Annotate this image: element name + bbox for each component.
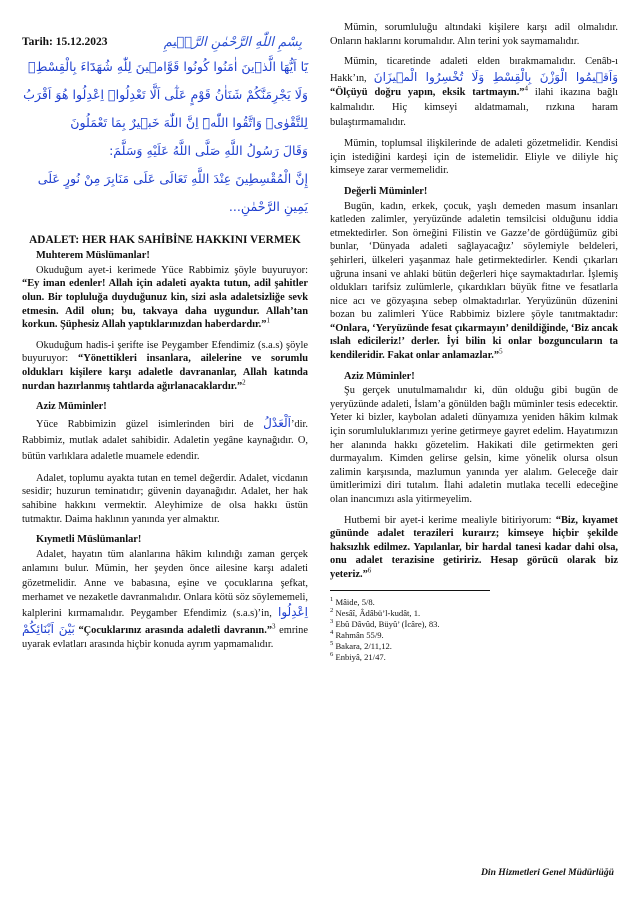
p5-quote: “Çocuklarınız arasında adaletli davranın.”: [78, 624, 273, 636]
basmala-calligraphy: بِسْمِ اللّٰهِ الرَّحْمٰنِ الرَّح۪يمِ: [163, 34, 302, 50]
footnote-ref-6: 6: [367, 566, 372, 575]
heading-3: Kıymetli Müslümanlar!: [36, 534, 142, 546]
r4-text: Bugün, kadın, erkek, çocuk, yaşlı demeden masum insanları katleden zalimler, yeryüzünde adaletin temsilcisi olduğunu iddia etmektedirler. Son örneğini Filistin ve Gazze’de gördüğümüz gibi bunlar, ‘Dünyada adaleti sağlayacağız’ söylemiyle beldeleri, şehirleri, ülkeleri yaşanmaz hale getirmektedirler. Kendi çıkarları uğruna insani ve ahlaki bütün değerleri hiçe saymaktadırlar. İşlemiş oldukları tarifsiz zulümlerle, çıkardıkları büyük fitne ve fesatlarla nice acı ve gözyaşına sebep olmaktadırlar. Yeryüzünün düzenini bozan bu zalimleri Yüce Rabbimiz bizlere şöyle tanıtmaktadır:: [330, 200, 618, 321]
p2-quote: “Yönettikleri insanlara, ailelerine ve sorumlu oldukları kişilere karşı adaletle davrananlar, Allah katında nurdan hazırlanmış tahtlarda ağırlanacaklardır.”: [22, 353, 309, 392]
footnote-ref-1: 1: [266, 316, 270, 325]
paragraph-r2: [330, 55, 618, 130]
r2-arabic: وَاَق۪يمُوا الْوَزْنَ بِالْقِسْطِ وَلَا تُخْسِرُوا الْم۪يزَانَ: [373, 69, 618, 84]
paragraph-2: [22, 339, 308, 393]
footnote: $^6$ Enbiyâ, 21/47.: [330, 650, 386, 662]
footnote-ref-2: 2: [242, 378, 246, 387]
footnote: $^2$ Nesâî, Âdâbü’l-kudât, 1.: [330, 606, 421, 618]
sermon-title: ADALET: HER HAK SAHİBİNE HAKKINI VERMEK: [29, 234, 301, 247]
footnote-divider: [330, 590, 490, 591]
footnote: $^4$ Rahmân 55/9.: [330, 628, 384, 640]
paragraph-r3: Mümin, toplumsal ilişkilerinde de adaleti gözetmelidir. Kendisi için istediğini kardeşi için de istemelidir. Eliyle ve diliyle hiç kimseye zarar vermemelidir.: [330, 138, 618, 177]
heading-1: Muhterem Müslümanlar!: [36, 250, 150, 262]
arabic-hadith: إِنَّ الْمُقْسِطِينَ عِنْدَ اللَّهِ تَعَالَى عَلَى مَنَابِرَ مِنْ نُورٍ عَلَى يَمِينِ الرَّحْمٰنِ...: [37, 171, 308, 215]
signature: Din Hizmetleri Genel Müdürlüğü: [480, 867, 614, 878]
footnote-ref-4: 4: [524, 84, 529, 93]
paragraph-4: Adalet, toplumu ayakta tutan en temel değerdir. Adalet, vicdanın sesidir; huzurun teminatıdır; güvenin dayanağıdır. Adalet, her hak sahibine hakkını vermektir. Aleyhimize de olsa hakkı üstün tutmaktır. Daima haklının yanında yer almaktır.: [22, 472, 308, 525]
footnote-ref-3: 3: [272, 622, 276, 631]
p3-text-2: ’dir. Rabbimiz, mutlak adalet sahibidir. Adaletin yegâne kaynağıdır. O, bütün varlıklara adaletle muamele edendir.: [22, 418, 308, 462]
footnote-ref-5: 5: [499, 347, 503, 356]
left-column: [22, 0, 308, 660]
paragraph-3: [22, 415, 308, 465]
date: Tarih: 15.12.2023: [22, 36, 108, 48]
r4-quote: “Onlara, ‘Yeryüzünde fesat çıkarmayın’ denildiğinde, ‘Biz ancak ıslah edicileriz!’ derler. İyi bilin ki onlar bozguncuların ta kendileridir. Fakat onlar anlamazlar.”: [330, 322, 618, 362]
footnote: $^5$ Bakara, 2/11,12.: [330, 639, 392, 651]
arabic-hadith-intro: وَقَالَ رَسُولُ اللَّهِ صَلَّى اللَّهُ عَلَيْهِ وَسَلَّمَ:: [109, 143, 308, 159]
paragraph-r5: Şu gerçek unutulmamalıdır ki, dün olduğu gibi bugün de yeryüzünde adaleti, İslam’a gönülden bağlı müminler tesis edecektir. Yeter ki bizler, kaybolan adaleti dünyamıza yeniden hâkim kılmak için sorumluluklarımızı yerine getirmeye gayret edelim. Hayatımızın her alanında hakkı gözetelim. Hakikati dile getirmekten geri durmayalım. Kimden gelirse gelsin, kime yönelik olursa olsun zalimin karşısında, mazlumun yanında yer alalım. Geleceğe dair ümitlerimizi diri tutalım. İlahi adaletin mutlaka tecelli edeceğine olan inancımızı asla yitirmeyelim.: [330, 385, 618, 505]
p5-arabic: اِعْدِلُوا بَيْنَ اَبْنَائِكُمْ: [22, 605, 308, 636]
footnote: $^3$ Ebû Dâvûd, Büyû’ (İcâre), 83.: [330, 617, 440, 629]
paragraph-1: [22, 264, 308, 332]
p1-text: Okuduğum ayet-i kerimede Yüce Rabbimiz şöyle buyuruyor:: [36, 264, 308, 276]
r6-text: Hutbemi bir ayet-i kerime mealiyle bitiriyorum:: [344, 514, 556, 526]
right-column: [330, 21, 618, 663]
p3-text: Yüce Rabbimizin güzel isimlerinden biri de: [36, 418, 264, 430]
footnotes: [330, 597, 618, 663]
p1-quote: “Ey iman edenler! Allah için adaleti ayakta tutun, adil şahitler olun. Bir topluluğa duyduğunuz kin, sizi asla adaletsizliğe sevk etmesin. Adil olun; bu, takvaya daha uygundur. Allah’tan korkun. Şüphesiz Allah yaptıklarınızdan haberdardır.”: [22, 278, 308, 331]
footnote: $^1$ Mâide, 5/8.: [330, 595, 375, 607]
heading-2: Aziz Müminler!: [36, 401, 107, 413]
paragraph-5: [22, 548, 308, 653]
r2-text-2: ilahi ikazına bağlı kalmalıdır. Hiç kimseyi aldatmamalı, rızkına haram bulaştırmamalıdır.: [330, 87, 618, 128]
heading-5: Aziz Müminler!: [344, 370, 415, 382]
p5-text: Adalet, hayatın tüm alanlarına hâkim kılındığı zaman gerçek anlamını bulur. Mümin, her şeyden önce ailesine karşı adaleti gözetmelidir. Anne ve babasına, eşine ve çocuklarına şefkat, merhamet ve nezaketle davranmalıdır. Onlara kötü söz söylememeli, kalplerini kırmamalıdır. Peygamber Efendimiz (s.a.s)’in,: [22, 548, 308, 620]
p2-text: Okuduğum hadis-i şerifte ise Peygamber Efendimiz (s.a.s) şöyle buyuruyor:: [22, 339, 308, 365]
paragraph-r1: Mümin, sorumluluğu altındaki kişilere karşı adil olmalıdır. Onların haklarını korumalıdır. Alın terini yok saymamalıdır.: [330, 22, 618, 47]
r2-quote: “Ölçüyü doğru yapın, eksik tartmayın.”: [330, 87, 525, 99]
r6-quote: “Biz, kıyamet gününde adalet terazileri kuraırz; kimseye hiçbir şekilde haksızlık edilmez. Yapılanlar, bir hardal tanesi kadar dahi olsa, onu adalet terazisine getiririz. Hesap görücü olarak biz yeteriz.”: [330, 514, 618, 580]
paragraph-r6: [330, 514, 618, 582]
heading-4: Değerli Müminler!: [344, 185, 428, 197]
arabic-ayah: يَٓا اَيُّهَا الَّذ۪ينَ اٰمَنُوا كُونُوا قَوَّام۪ينَ لِلّٰهِ شُهَدَٓاءَ بِالْقِسْطِۘ وَلَا يَجْرِمَنَّكُمْ شَنَاٰنُ قَوْمٍ عَلٰٓى اَلَّا تَعْدِلُواۜ اِعْدِلُوا هُوَ اَقْرَبُ لِلتَّقْوٰىۘ وَاتَّقُوا اللّٰهَۜ اِنَّ اللّٰهَ خَب۪يرٌ بِمَا تَعْمَلُونَ: [23, 59, 308, 131]
p3-arabic: اَلْعَدْلُ: [263, 415, 291, 430]
p5-text-2: emrine uyarak evlatları arasında hiçbir konuda ayrım yapmamalıdır.: [22, 624, 308, 651]
paragraph-r4: [330, 200, 618, 363]
r2-text: Mümin, ticaretinde adaleti elden bırakmamalıdır. Cenâb-ı Hakk’ın,: [330, 56, 618, 84]
